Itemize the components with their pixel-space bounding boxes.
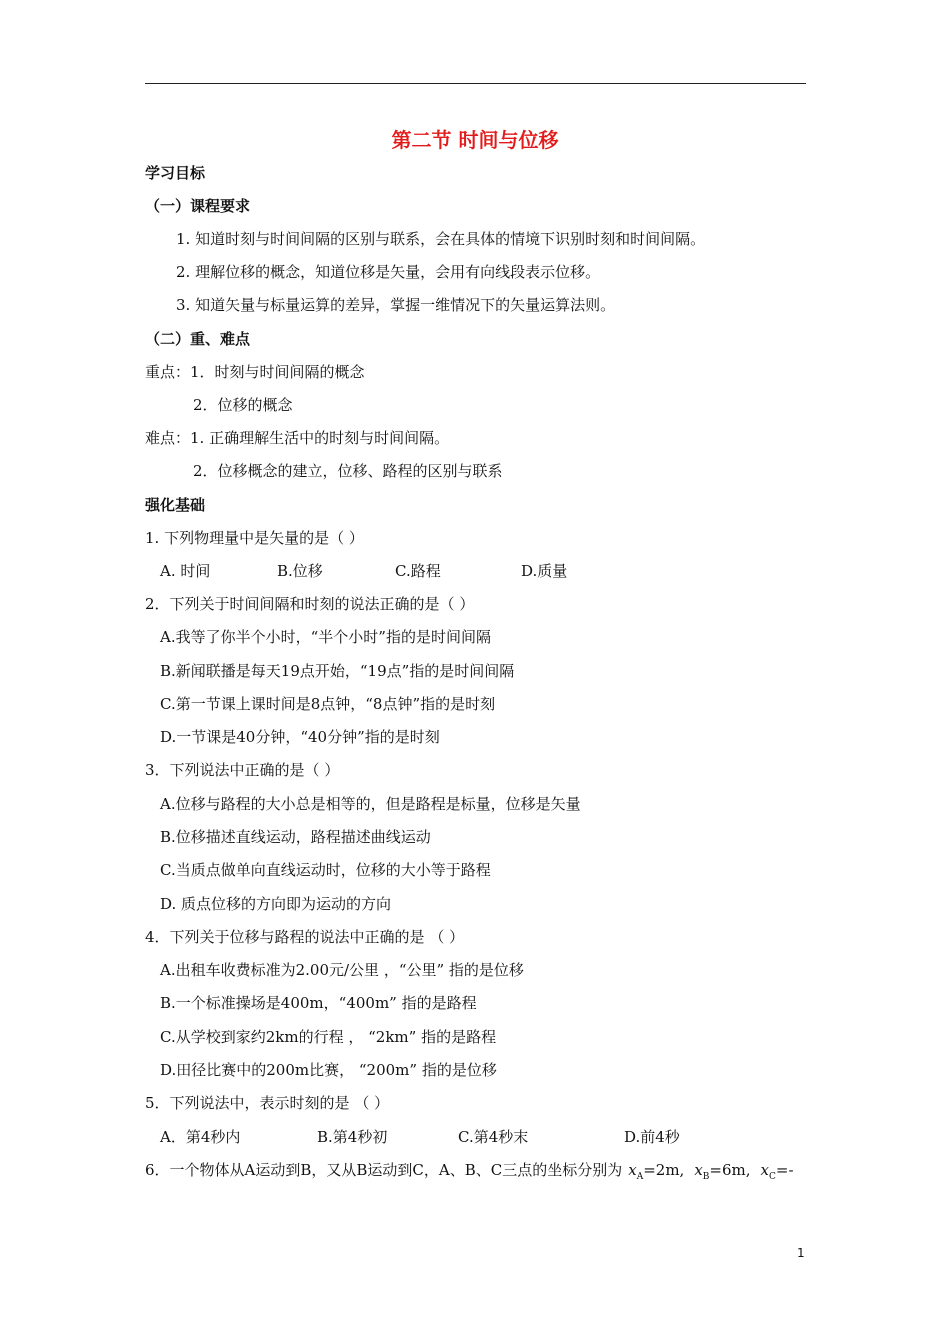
objectives-heading: 学习目标 (145, 164, 206, 182)
page-title: 第二节 时间与位移 (391, 128, 559, 152)
xb-sub: B (702, 1172, 710, 1182)
xc-sub: C (768, 1172, 776, 1182)
q2-option-a: A.我等了你半个小时，“半个小时”指的是时间间隔 (160, 628, 491, 646)
q1-option-b: B.位移 (277, 562, 323, 580)
course-req-item: 3. 知道矢量与标量运算的差异，掌握一维情况下的矢量运算法则。 (176, 296, 616, 314)
q1-option-a: A. 时间 (160, 562, 211, 580)
question-2-stem: 2．下列关于时间间隔和时刻的说法正确的是（ ） (145, 595, 475, 613)
question-6-stem (145, 1160, 794, 1187)
course-req-item: 1. 知道时刻与时间间隔的区别与联系，会在具体的情境下识别时刻和时间间隔。 (176, 230, 706, 248)
q3-option-a: A.位移与路程的大小总是相等的，但是路程是标量，位移是矢量 (160, 795, 581, 813)
difficult-point: 难点：1. 正确理解生活中的时刻与时间间隔。 (145, 429, 450, 447)
question-1-stem: 1. 下列物理量中是矢量的是（ ） (145, 529, 364, 547)
q5-option-a: A．第4秒内 (160, 1128, 241, 1146)
xa-symbol: x (628, 1161, 637, 1179)
q6-stem-text: 6．一个物体从A运动到B，又从B运动到C，A、B、C三点的坐标分别为 (145, 1161, 623, 1179)
q5-option-c: C.第4秒末 (458, 1128, 529, 1146)
difficult-point: 2．位移概念的建立，位移、路程的区别与联系 (193, 462, 503, 480)
q3-option-b: B.位移描述直线运动，路程描述曲线运动 (160, 828, 431, 846)
q1-option-c: C.路程 (395, 562, 441, 580)
course-req-item: 2. 理解位移的概念，知道位移是矢量，会用有向线段表示位移。 (176, 263, 601, 281)
key-point: 2．位移的概念 (193, 396, 293, 414)
xc-value: =- (775, 1161, 794, 1179)
q5-option-b: B.第4秒初 (317, 1128, 388, 1146)
key-heading: （二）重、难点 (145, 330, 251, 348)
xa-value: =2m, (643, 1161, 685, 1179)
page-number: 1 (797, 1246, 805, 1260)
q3-option-d: D. 质点位移的方向即为运动的方向 (160, 895, 392, 913)
question-3-stem: 3．下列说法中正确的是（ ） (145, 761, 340, 779)
q4-option-b: B.一个标准操场是400m，“400m” 指的是路程 (160, 994, 477, 1012)
q4-option-a: A.出租车收费标准为2.00元/公里 ，“公里” 指的是位移 (160, 961, 524, 979)
q2-option-b: B.新闻联播是每天19点开始，“19点”指的是时间间隔 (160, 662, 515, 680)
q1-option-d: D.质量 (521, 562, 568, 580)
q5-option-d: D.前4秒 (624, 1128, 680, 1146)
question-4-stem: 4．下列关于位移与路程的说法中正确的是 （ ） (145, 928, 465, 946)
question-5-stem: 5．下列说法中，表示时刻的是 （ ） (145, 1094, 390, 1112)
q2-option-d: D.一节课是40分钟，“40分钟”指的是时刻 (160, 728, 440, 746)
xc-symbol: x (760, 1161, 769, 1179)
basics-heading: 强化基础 (145, 496, 206, 514)
xa-sub: A (636, 1172, 644, 1182)
q2-option-c: C.第一节课上课时间是8点钟，“8点钟”指的是时刻 (160, 695, 496, 713)
q4-option-d: D.田径比赛中的200m比赛， “200m” 指的是位移 (160, 1061, 497, 1079)
header-rule (145, 83, 806, 84)
xb-value: =6m, (709, 1161, 751, 1179)
q3-option-c: C.当质点做单向直线运动时，位移的大小等于路程 (160, 861, 491, 879)
xb-symbol: x (694, 1161, 703, 1179)
q4-option-c: C.从学校到家约2km的行程 ， “2km” 指的是路程 (160, 1028, 497, 1046)
course-req-heading: （一）课程要求 (145, 197, 251, 215)
key-point: 重点：1．时刻与时间间隔的概念 (145, 363, 365, 381)
